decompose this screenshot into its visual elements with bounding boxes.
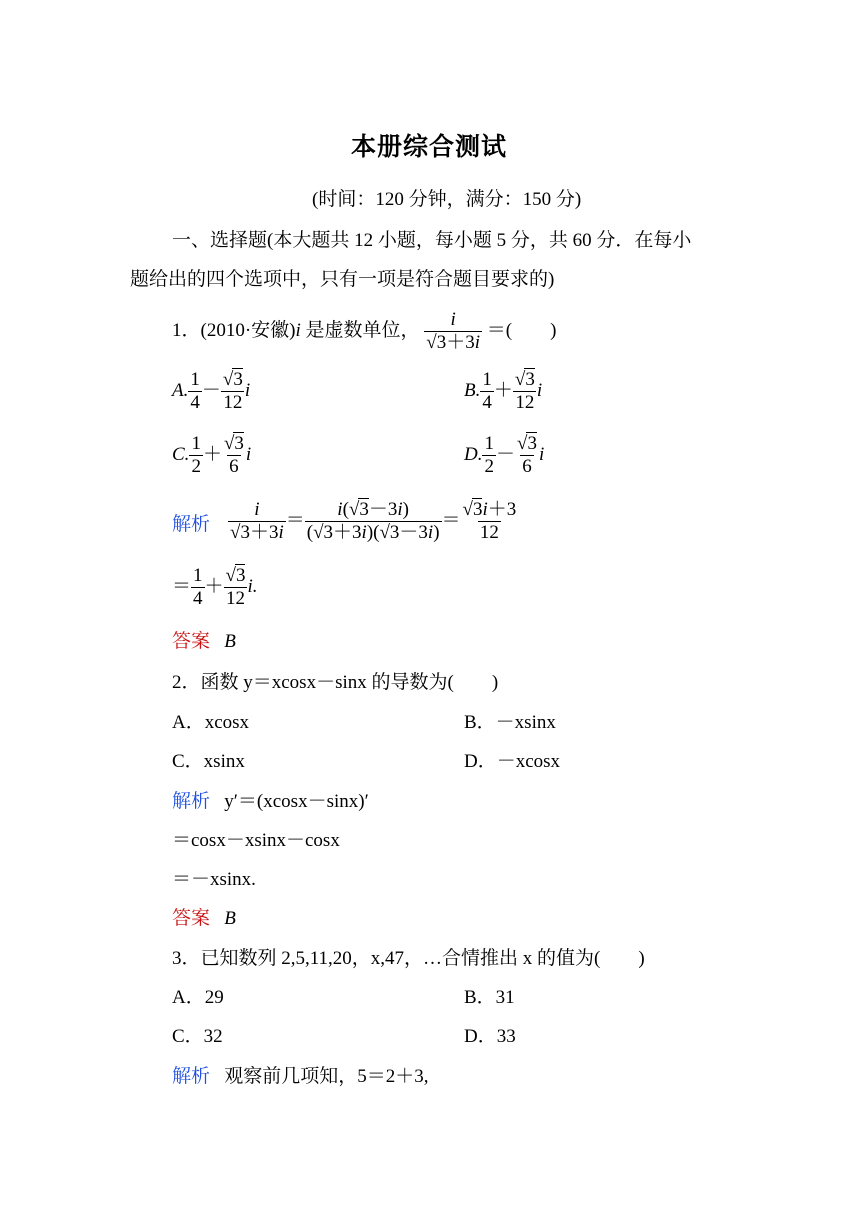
option-c[interactable]: C. $\frac{1}{2}$ ＋ $\frac{√3}{6}$ i xyxy=(172,433,252,477)
answer-label-1: 答案 xyxy=(172,630,211,652)
page-title: 本册综合测试 xyxy=(351,132,508,161)
option-d[interactable]: D．33 xyxy=(464,1026,516,1047)
question-1-solution-line2: ＝ $\frac{1}{4}$ ＋ $\frac{√3}{12}$ i. xyxy=(172,565,258,609)
option-d[interactable]: D. $\frac{1}{2}$ － $\frac{√3}{6}$ i xyxy=(464,433,545,477)
question-2-answer xyxy=(172,909,236,928)
answer-value-1: B xyxy=(224,631,236,652)
question-1-text: 是虚数单位， xyxy=(300,319,420,341)
section-header-line1: 一、选择题(本大题共 12 小题，每小题 5 分，共 60 分．在每小 xyxy=(172,230,692,251)
question-3-stem: 3．已知数列 2,5,11,20，x,47，…合情推出 x 的值为( ) xyxy=(172,948,645,969)
question-1-stem xyxy=(172,310,556,353)
question-2-solution-line2: ＝cosx－xsinx－cosx xyxy=(172,830,340,851)
answer-label-2: 答案 xyxy=(172,907,211,929)
question-3-solution-text: 观察前几项知，5＝2＋3, xyxy=(224,1066,429,1087)
analysis-label-3: 解析 xyxy=(172,1065,211,1087)
option-a[interactable]: A. $\frac{1}{4}$ － $\frac{√3}{12}$ i xyxy=(172,369,251,413)
option-c[interactable]: C．xsinx xyxy=(172,751,245,772)
question-3-solution xyxy=(172,1067,429,1086)
question-1-fraction: $\frac{i}{√3+3i}$ xyxy=(426,309,481,353)
question-2-stem: 2．函数 y＝xcosx－sinx 的导数为( ) xyxy=(172,672,499,693)
analysis-label-2: 解析 xyxy=(172,790,211,812)
question-2-solution-line1: y′＝(xcosx－sinx)′ xyxy=(224,791,369,812)
option-b[interactable]: B. $\frac{1}{4}$ ＋ $\frac{√3}{12}$ i xyxy=(464,369,543,413)
option-c[interactable]: C．32 xyxy=(172,1026,223,1047)
question-2-solution-line3: ＝－xsinx. xyxy=(172,869,256,890)
question-1-answer xyxy=(172,632,236,651)
imaginary-unit: i xyxy=(295,319,301,341)
option-b[interactable]: B．31 xyxy=(464,987,515,1008)
section-header-line2: 题给出的四个选项中，只有一项是符合题目要求的) xyxy=(130,269,555,290)
question-1-prefix: 1．(2010·安徽) xyxy=(172,319,296,341)
option-a[interactable]: A．29 xyxy=(172,987,224,1008)
question-1-paren: ＝( ) xyxy=(486,319,557,341)
question-2-solution xyxy=(172,792,369,811)
analysis-label-1: 解析 xyxy=(172,513,211,535)
answer-value-2: B xyxy=(224,908,236,929)
question-1-solution: $\frac{i}{√3+3i}$ ＝ $\frac{i(√3-3i)}{(√3+3i)(√3-3i)}$ ＝ $\frac{√3i+3}{12}$ xyxy=(230,499,517,543)
option-a[interactable]: A．xcosx xyxy=(172,712,250,733)
option-d[interactable]: D．－xcosx xyxy=(464,751,561,772)
option-b[interactable]: B．－xsinx xyxy=(464,712,556,733)
page-subtitle: (时间：120 分钟，满分：150 分) xyxy=(312,189,582,210)
